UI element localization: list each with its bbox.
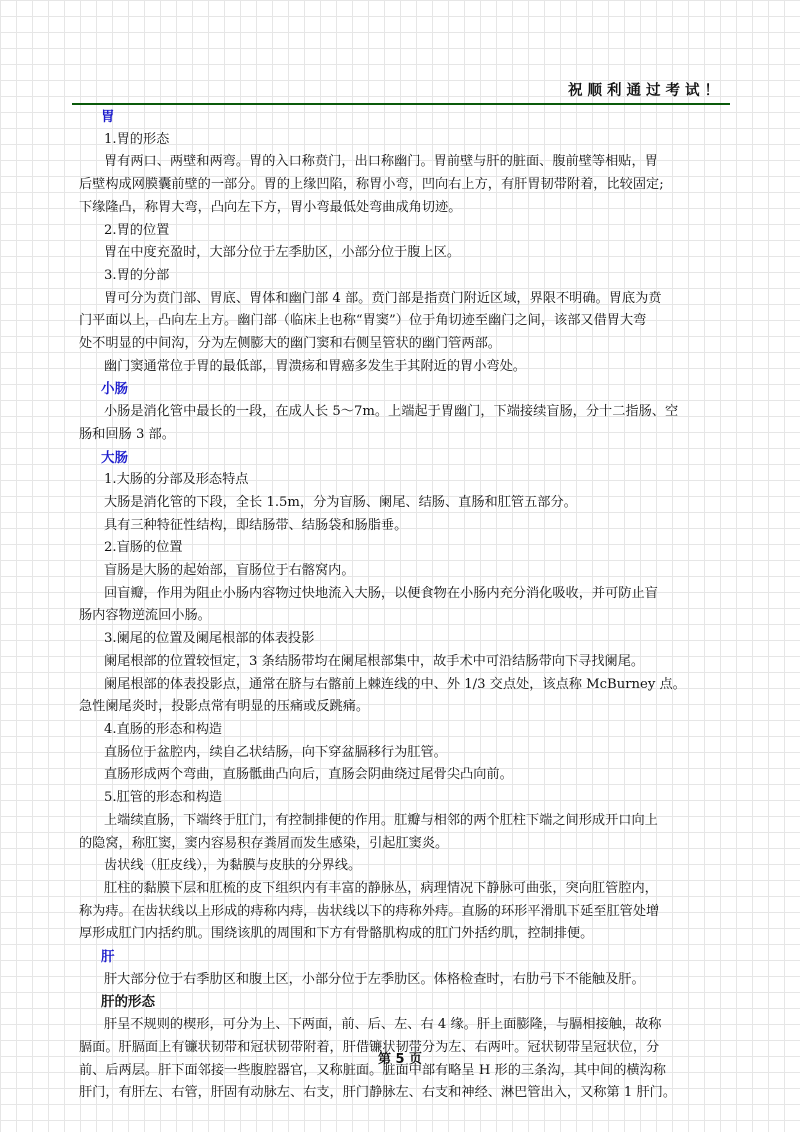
text-line: 门平面以上，凸向左上方。幽门部（临床上也称“胃窦”）位于角切迹至幽门之间，该部又借胃大弯 [79,313,647,329]
text-line: 胃可分为贲门部、胃底、胃体和幽门部 4 部。贲门部是指贲门附近区域，界限不明确。胃底为贲 [104,290,662,306]
page-number: 第 5 页 [377,1052,423,1067]
text-line: 1.胃的形态 [104,131,170,147]
text-line: 急性阑尾炎时，投影点常有明显的压痛或反跳痛。 [79,699,370,715]
text-line: 胃有两口、两壁和两弯。胃的入口称贲门，出口称幽门。胃前壁与肝的脏面、腹前壁等相贴，胃 [104,154,658,170]
text-line: 肝大部分位于右季肋区和腹上区，小部分位于左季肋区。体格检查时，右肋弓下不能触及肝。 [104,971,645,987]
section-heading: 小肠 [101,381,128,398]
text-line: 幽门窦通常位于胃的最低部，胃溃疡和胃癌多发生于其附近的胃小弯处。 [104,358,526,374]
text-line: 处不明显的中间沟，分为左侧膨大的幽门窦和右侧呈管状的幽门管两部。 [79,336,501,352]
text-line: 的隐窝，称肛窦，窦内容易积存粪屑而发生感染，引起肛窦炎。 [79,835,449,851]
text-line: 厚形成肛门内括约肌。围绕该肌的周围和下方有骨骼肌构成的肛门外括约肌，控制排便。 [79,926,594,942]
text-line: 肛柱的黏膜下层和肛梳的皮下组织内有丰富的静脉丛，病理情况下静脉可曲张，突向肛管腔内， [104,880,658,896]
section-heading: 大肠 [101,449,128,466]
text-line: 具有三种特征性结构，即结肠带、结肠袋和肠脂垂。 [104,517,408,533]
text-line: 3.胃的分部 [104,267,170,283]
text-line: 肠内容物逆流回小肠。 [79,608,211,624]
text-line: 盲肠是大肠的起始部，盲肠位于右髂窝内。 [104,563,355,579]
text-line: 膈面。肝膈面上有镰状韧带和冠状韧带附着，肝借镰状韧带分为左、右两叶。冠状韧带呈冠状位，分 [79,1039,660,1055]
text-line: 直肠形成两个弯曲，直肠骶曲凸向后，直肠会阴曲绕过尾骨尖凸向前。 [104,767,513,783]
text-line: 3.阑尾的位置及阑尾根部的体表投影 [104,631,315,647]
section-heading: 胃 [101,109,115,125]
document-body [79,106,729,1105]
text-line: 前、后两层。肝下面邻接一些腹腔器官，又称脏面。脏面中部有略呈 H 形的三条沟，其中间的横沟称 [79,1062,666,1078]
text-line: 直肠位于盆腔内，续自乙状结肠，向下穿盆膈移行为肛管。 [104,744,447,760]
text-line: 4.直肠的形态和构造 [104,721,223,737]
text-line: 肠和回肠 3 部。 [79,426,175,442]
text-line: 称为痔。在齿状线以上形成的痔称内痔，齿状线以下的痔称外痔。直肠的环形平滑肌下延至肛管处增 [79,903,660,919]
header-motto: 祝顺利通过考试！ [568,83,724,99]
text-line: 阑尾根部的体表投影点，通常在脐与右髂前上棘连线的中、外 1/3 交点处，该点称 McBurney 点。 [104,676,686,692]
text-line: 肝呈不规则的楔形，可分为上、下两面，前、后、左、右 4 缘。肝上面膨隆，与膈相接触，故称 [104,1017,662,1033]
header-divider [72,103,730,105]
text-line: 小肠是消化管中最长的一段，在成人长 5～7m。上端起于胃幽门，下端接续盲肠，分十二指肠、空 [104,404,679,420]
text-line: 大肠是消化管的下段，全长 1.5m，分为盲肠、阑尾、结肠、直肠和肛管五部分。 [104,494,577,510]
text-line: 2.胃的位置 [104,222,170,238]
text-line: 5.肛管的形态和构造 [104,790,223,806]
text-line: 齿状线（肛皮线），为黏膜与皮肤的分界线。 [104,858,362,874]
text-line: 胃在中度充盈时，大部分位于左季肋区，小部分位于腹上区。 [104,245,461,261]
text-line: 肝门，有肝左、右管，肝固有动脉左、右支，肝门静脉左、右支和神经、淋巴管出入，又称第 1 肝门。 [79,1085,677,1101]
text-line: 上端续直肠，下端终于肛门，有控制排便的作用。肛瓣与相邻的两个肛柱下端之间形成开口向上 [104,812,658,828]
section-heading: 肝 [101,949,115,966]
section-heading: 肝的形态 [101,994,155,1011]
text-line: 回盲瓣，作用为阻止小肠内容物过快地流入大肠，以便食物在小肠内充分消化吸收，并可防止盲 [104,585,658,601]
text-line: 下缘隆凸，称胃大弯，凸向左下方，胃小弯最低处弯曲成角切迹。 [79,199,462,215]
text-line: 1.大肠的分部及形态特点 [104,472,249,488]
text-line: 2.盲肠的位置 [104,540,183,556]
text-line: 阑尾根部的位置较恒定，3 条结肠带均在阑尾根部集中，故手术中可沿结肠带向下寻找阑尾。 [104,653,645,669]
text-line: 后壁构成网膜囊前壁的一部分。胃的上缘凹陷，称胃小弯，凹向右上方，有肝胃韧带附着，比较固定; [79,177,664,193]
